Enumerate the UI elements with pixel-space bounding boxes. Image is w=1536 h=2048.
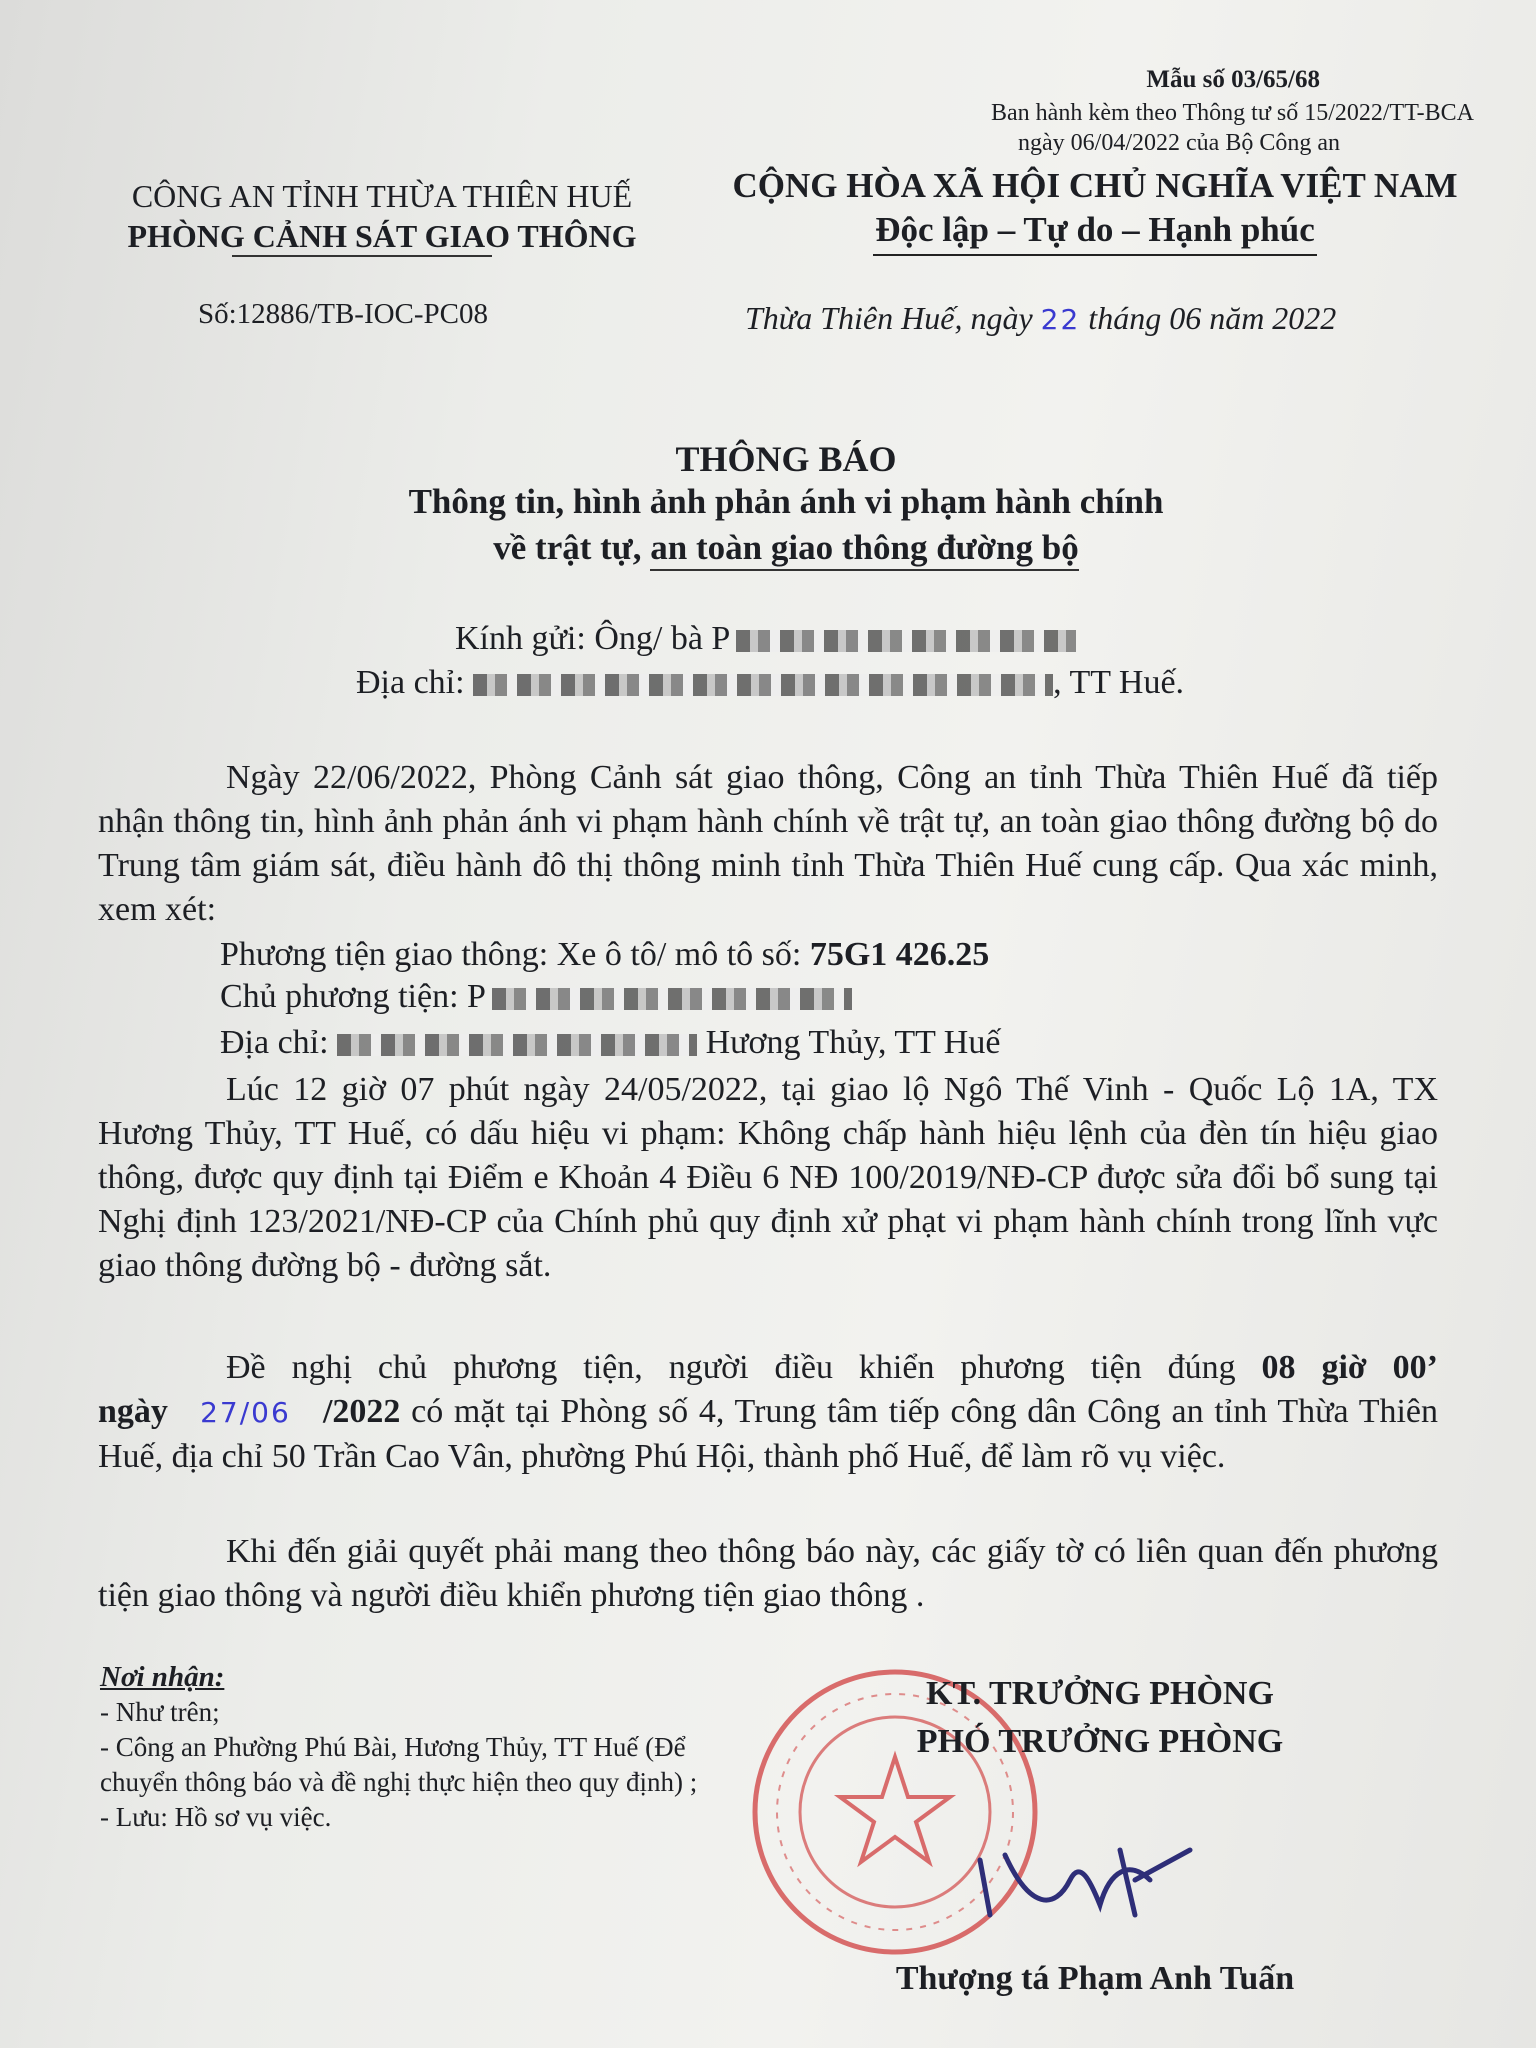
issued-by-line-2: ngày 06/04/2022 của Bộ Công an xyxy=(1018,130,1340,156)
handwritten-date: 27/06 xyxy=(200,1396,291,1429)
agency-dept: PHÒNG CẢNH SÁT GIAO THÔNG xyxy=(127,218,637,254)
para-summons xyxy=(98,1346,1438,1479)
summons-text-a: Đề nghị chủ phương tiện, người điều khiển phương tiện đúng xyxy=(226,1349,1262,1386)
owner-address-label: Địa chỉ: xyxy=(220,1024,338,1061)
redacted-address xyxy=(473,674,1053,696)
owner-address-suffix: Hương Thủy, TT Huế xyxy=(697,1024,1001,1061)
body-paragraph-1 xyxy=(98,756,1438,932)
para-received: Ngày 22/06/2022, Phòng Cảnh sát giao thông, Công an tỉnh Thừa Thiên Huế đã tiếp nhận thông tin, hình ảnh phản ánh vi phạm hành chính về trật tự, an toàn giao thông đường bộ do Trung tâm giám sát, điều hành đô thị thông minh tỉnh Thừa Thiên Huế cung cấp. Qua xác minh, xem xét: xyxy=(98,759,1438,928)
receivers-block xyxy=(100,1660,740,1835)
signer-name: Thượng tá Phạm Anh Tuấn xyxy=(895,1960,1295,1997)
summons-time: 08 giờ 00’ ngày xyxy=(98,1349,1438,1430)
agency-header xyxy=(92,176,672,256)
agency-underline xyxy=(232,255,492,257)
redacted-name xyxy=(736,630,1076,652)
body-paragraph-2 xyxy=(98,1068,1438,1288)
redacted-owner xyxy=(492,988,852,1010)
summons-year: /2022 xyxy=(322,1393,401,1430)
handwritten-signature xyxy=(960,1820,1220,1940)
signer-role-1: KT. TRƯỞNG PHÒNG xyxy=(926,1675,1274,1712)
form-number: Mẫu số 03/65/68 xyxy=(1146,66,1320,93)
place-date-suffix: tháng 06 năm 2022 xyxy=(1080,300,1337,336)
subtitle-2-part-a: về trật tự, xyxy=(493,528,651,567)
agency-parent: CÔNG AN TỈNH THỪA THIÊN HUẾ xyxy=(131,178,633,214)
receiver-item: - Lưu: Hồ sơ vụ việc. xyxy=(100,1802,332,1832)
document-subtitle-2 xyxy=(0,528,1536,568)
body-paragraph-3 xyxy=(98,1346,1438,1479)
recipient-label: Kính gửi: Ông/ bà xyxy=(455,620,712,657)
document-subtitle-1: Thông tin, hình ảnh phản ánh vi phạm hành chính xyxy=(408,482,1164,521)
signature-block xyxy=(860,1670,1340,1766)
vehicle-line xyxy=(220,936,989,974)
document-number: Số:12886/TB-IOC-PC08 xyxy=(198,298,489,330)
recipient-address-line xyxy=(356,664,1184,702)
receivers-title: Nơi nhận: xyxy=(100,1661,225,1693)
vehicle-label: Phương tiện giao thông: Xe ô tô/ mô tô số: xyxy=(220,936,810,973)
nation-motto: Độc lập – Tự do – Hạnh phúc xyxy=(873,208,1317,256)
handwritten-day: 22 xyxy=(1040,303,1081,336)
recipient-initial: P xyxy=(711,620,731,657)
nation-header xyxy=(700,164,1490,256)
owner-address-line xyxy=(220,1024,1000,1062)
issued-by-line-1: Ban hành kèm theo Thông tư số 15/2022/TT-BCA xyxy=(991,100,1474,126)
para-violation: Lúc 12 giờ 07 phút ngày 24/05/2022, tại giao lộ Ngô Thế Vinh - Quốc Lộ 1A, TX Hương Thủy, TT Huế, có dấu hiệu vi phạm: Không chấp hành hiệu lệnh của đèn tín hiệu giao thông, được quy định tại Điểm e Khoản 4 Điều 6 NĐ 100/2019/NĐ-CP được sửa đổi bổ sung tại Nghị định 123/2021/NĐ-CP của Chính phủ quy định xử phạt vi phạm hành chính trong lĩnh vực giao thông đường bộ - đường sắt. xyxy=(98,1071,1438,1284)
receiver-item: - Như trên; xyxy=(100,1697,220,1727)
document-title: THÔNG BÁO xyxy=(675,439,897,479)
signer-role-2: PHÓ TRƯỞNG PHÒNG xyxy=(916,1723,1284,1760)
owner-label: Chủ phương tiện: xyxy=(220,978,468,1015)
subtitle-2-part-b: an toàn giao thông đường bộ xyxy=(650,528,1078,571)
nation-name: CỘNG HÒA XÃ HỘI CHỦ NGHĨA VIỆT NAM xyxy=(732,166,1458,205)
receiver-item: - Công an Phường Phú Bài, Hương Thủy, TT Huế (Để chuyển thông báo và đề nghị thực hiện theo quy định) ; xyxy=(100,1732,698,1797)
owner-initial: P xyxy=(467,978,486,1015)
recipient-line xyxy=(455,620,1076,658)
place-date xyxy=(745,300,1336,337)
recipient-address-suffix: , TT Huế. xyxy=(1053,664,1185,701)
vehicle-plate: 75G1 426.25 xyxy=(809,936,990,973)
body-paragraph-4 xyxy=(98,1530,1438,1618)
recipient-address-label: Địa chỉ: xyxy=(356,664,474,701)
place-date-prefix: Thừa Thiên Huế, ngày xyxy=(745,300,1041,336)
owner-line xyxy=(220,978,852,1016)
redacted-owner-address xyxy=(337,1034,697,1056)
summons-text-b: có mặt tại Phòng số 4, Trung tâm tiếp công dân Công an tỉnh Thừa Thiên Huế, địa chỉ 50 Trần Cao Vân, phường Phú Hội, thành phố Huế, để làm rõ vụ việc. xyxy=(98,1393,1439,1475)
para-bring-documents: Khi đến giải quyết phải mang theo thông báo này, các giấy tờ có liên quan đến phương tiện giao thông và người điều khiển phương tiện giao thông . xyxy=(98,1533,1438,1614)
